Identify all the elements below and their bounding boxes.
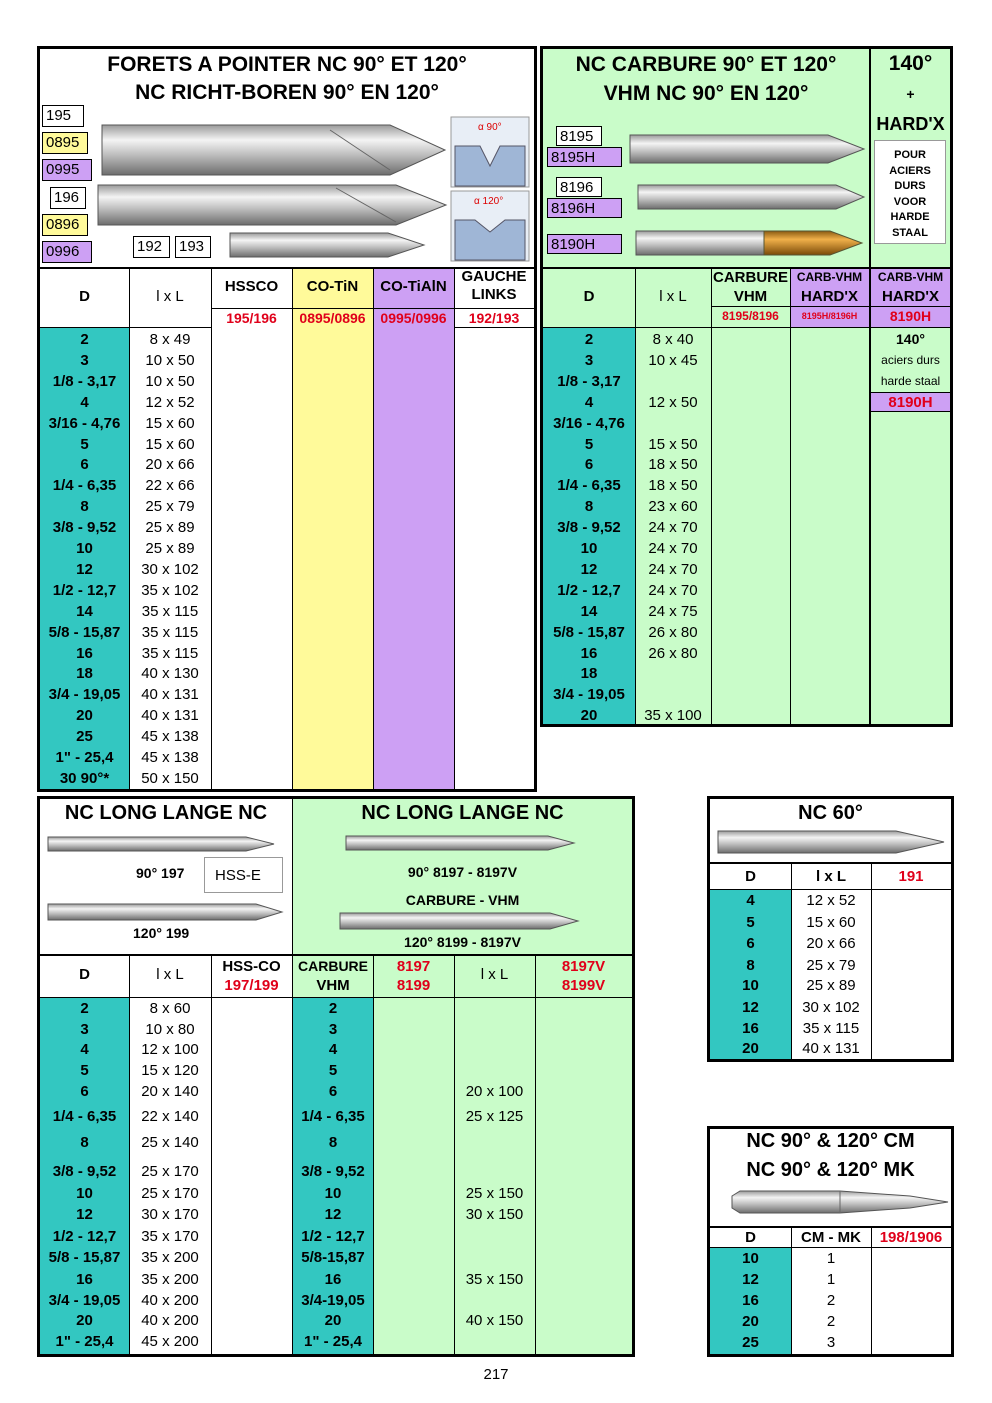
carbide-row-dimensions: 24 x 70 [648, 519, 698, 537]
long-sub-8199: 8199 [396, 977, 431, 994]
carbide-row-dimensions: 35 x 100 [644, 707, 702, 725]
hardx-side-line1: aciers durs [881, 353, 940, 367]
nc60-row-diameter: 4 [746, 892, 755, 909]
hss-row-diameter: 16 [76, 644, 93, 662]
code-8190h: 8190H [547, 234, 622, 254]
nc60-row-dimensions: 40 x 131 [802, 1040, 860, 1057]
long-row-dimensions: 40 x 200 [141, 1292, 199, 1309]
long-label-8197: 90° 8197 - 8197V [407, 864, 518, 880]
long-sub-8199v: 8199V [561, 977, 606, 994]
page-number: 217 [483, 1366, 509, 1383]
long-row-diameter: 3 [80, 1021, 89, 1038]
cm-row-taper: 3 [826, 1334, 836, 1351]
hss-title-nl: NC RICHT-BOREN 90° EN 120° [135, 81, 439, 104]
long-row-carbide-dimensions: 20 x 100 [465, 1083, 524, 1100]
long-row-dimensions: 20 x 140 [141, 1083, 199, 1100]
carbide-row-diameter: 1/4 - 6,35 [557, 477, 621, 495]
cm-drill-image [730, 1188, 952, 1218]
nc60-row-diameter: 16 [742, 1020, 759, 1037]
cm-title-fr: NC 90° & 120° CM [746, 1130, 915, 1152]
hss-row-dimensions: 40 x 131 [141, 686, 199, 704]
carbide-row-diameter: 1/2 - 12,7 [557, 581, 621, 599]
hardx-drill-image [634, 228, 866, 258]
carbide-row-dimensions: 24 x 75 [648, 602, 698, 620]
nc60-header-lxl: l x L [815, 868, 846, 885]
long-header-lxl2: l x L [480, 966, 509, 983]
hardx-desc-line: HARDE [890, 211, 930, 223]
long-row-carbide-diameter: 20 [324, 1312, 342, 1329]
spotting-drill-90-image [100, 120, 450, 180]
carbide-row-dimensions [635, 663, 711, 684]
hss-sub-0995-0996: 0995/0996 [380, 310, 447, 326]
code-195: 195 [42, 105, 84, 127]
long-hss-drill-90-image [46, 834, 278, 854]
carbide-row-diameter: 3/8 - 9,52 [557, 519, 621, 537]
hss-row-dimensions: 40 x 130 [141, 665, 199, 683]
hss-row-diameter: 30 90°* [59, 769, 110, 787]
long-sub-8197: 8197 [396, 958, 431, 975]
long-row-carbide-dimensions [454, 1290, 535, 1311]
carbide-header-carbure [711, 268, 790, 306]
hss-row-dimensions: 15 x 60 [145, 414, 195, 432]
long-row-carbide-diameter: 2 [328, 1000, 338, 1017]
hss-header-links-text: LINKS [471, 286, 517, 303]
cm-title-nl: NC 90° & 120° MK [746, 1159, 915, 1181]
cm-header-198-1906: 198/1906 [879, 1229, 943, 1246]
long-row-carbide-dimensions [454, 998, 535, 1019]
cm-row-diameter: 20 [742, 1313, 759, 1330]
hss-row-diameter: 1/4 - 6,35 [52, 477, 117, 495]
nc60-row-dimensions: 35 x 115 [802, 1020, 860, 1037]
hss-row-dimensions: 35 x 115 [141, 644, 199, 662]
cm-row-diameter: 12 [742, 1271, 759, 1288]
long-header-8197-8199 [373, 957, 454, 995]
carbide-header-hardx1-text: HARD'X [801, 288, 858, 305]
carbide-row-dimensions: 18 x 50 [648, 477, 698, 495]
carbide-row-dimensions [635, 684, 711, 705]
hardx-desc-line: ACIERS [889, 164, 931, 177]
long-row-carbide-diameter: 16 [324, 1271, 342, 1288]
nc60-row-dimensions: 12 x 52 [806, 892, 856, 909]
long-row-carbide-dimensions: 30 x 150 [465, 1206, 524, 1223]
code-0896: 0896 [42, 214, 88, 236]
long-row-dimensions: 30 x 170 [141, 1206, 199, 1223]
nc60-row-diameter: 8 [746, 957, 755, 974]
hss-sub-195-196: 195/196 [226, 310, 277, 326]
hss-row-dimensions: 8 x 49 [149, 331, 191, 348]
long-row-carbide-diameter: 6 [328, 1083, 338, 1100]
long-row-carbide-diameter: 5/8-15,87 [301, 1249, 365, 1266]
nc60-header-191: 191 [898, 868, 924, 885]
hss-header-cotialn: CO-TiAlN [380, 278, 447, 295]
long-row-carbide-dimensions: 35 x 150 [465, 1271, 524, 1288]
hss-row-diameter: 1" - 25,4 [55, 749, 114, 766]
long-header-hssco-text: HSS-CO [222, 958, 281, 975]
angle-120-label: α 120° [474, 196, 504, 207]
hss-row-diameter: 5/8 - 15,87 [48, 623, 121, 641]
carbide-row-dimensions: 24 x 70 [648, 540, 698, 557]
carbide-row-dimensions: 24 x 70 [648, 581, 698, 599]
hss-sub-192-193: 192/193 [468, 310, 520, 326]
carbide-header-lxl: l x L [659, 288, 687, 305]
carbide-row-dimensions: 8 x 40 [652, 331, 694, 348]
carbide-row-dimensions [635, 371, 711, 392]
hardx-side-angle: 140° [896, 331, 925, 347]
long-row-carbide-diameter: 1" - 25,4 [304, 1333, 362, 1350]
carbide-row-diameter: 3/4 - 19,05 [553, 686, 625, 704]
hss-row-dimensions: 35 x 102 [141, 581, 199, 599]
long-row-carbide-dimensions: 25 x 125 [465, 1108, 524, 1125]
code-192: 192 [133, 236, 170, 258]
cm-header-d: D [745, 1229, 756, 1246]
hss-row-dimensions: 20 x 66 [145, 456, 195, 474]
hss-row-diameter: 3 [80, 351, 89, 369]
carbide-sub-8190h: 8190H [889, 308, 932, 324]
nc60-row-dimensions: 25 x 79 [806, 957, 856, 974]
long-row-dimensions: 40 x 200 [141, 1312, 199, 1329]
carbide-row-dimensions: 10 x 45 [648, 351, 698, 369]
hss-row-dimensions: 25 x 89 [145, 540, 195, 557]
cm-row-taper: 2 [826, 1313, 836, 1330]
long-row-dimensions: 10 x 80 [145, 1021, 195, 1038]
hss-header-gauche-text: GAUCHE [461, 268, 527, 285]
carbide-row-dimensions: 12 x 50 [648, 393, 698, 411]
carbide-row-dimensions: 26 x 80 [648, 623, 698, 641]
carbide-header-hardx2-text: HARD'X [882, 288, 939, 305]
carbide-row-diameter: 16 [580, 644, 598, 662]
carbide-row-diameter: 12 [580, 560, 598, 578]
long-row-diameter: 5/8 - 15,87 [48, 1249, 121, 1266]
nc60-row-dimensions: 15 x 60 [806, 914, 856, 931]
hss-row-diameter: 3/16 - 4,76 [48, 414, 121, 432]
spotting-drill-120-image [96, 180, 452, 230]
long-row-carbide-diameter: 3/8 - 9,52 [301, 1163, 365, 1180]
nc60-drill-image [716, 828, 948, 856]
long-row-carbide-dimensions [454, 1132, 535, 1153]
carbide-title-fr: NC CARBURE 90° ET 120° [575, 53, 837, 76]
hss-row-dimensions: 50 x 150 [141, 769, 199, 787]
long-row-carbide-dimensions [454, 1019, 535, 1040]
code-8195: 8195 [556, 126, 602, 146]
angle-120-diagram [450, 190, 530, 262]
long-row-diameter: 1" - 25,4 [55, 1333, 114, 1350]
carbide-row-diameter: 2 [584, 331, 594, 348]
hss-row-dimensions: 22 x 66 [145, 477, 195, 495]
long-header-8197v-8199v [535, 957, 632, 995]
hardx-desc-line: VOOR [893, 195, 927, 208]
long-header-carbure [293, 957, 373, 995]
hss-title-fr: FORETS A POINTER NC 90° ET 120° [107, 53, 467, 76]
long-label-8199: 120° 8199 - 8197V [404, 934, 521, 950]
hardx-side-line2: harde staal [880, 374, 941, 388]
long-header-vhm-text: VHM [316, 977, 350, 994]
long-row-carbide-dimensions [454, 1226, 535, 1247]
hss-row-dimensions: 25 x 89 [145, 519, 195, 537]
carbide-sub-8195-8196: 8195/8196 [722, 309, 779, 323]
long-row-diameter: 10 [76, 1185, 93, 1202]
cm-row-diameter: 25 [742, 1334, 759, 1351]
hss-row-diameter: 1/2 - 12,7 [52, 581, 117, 599]
long-row-dimensions: 35 x 200 [141, 1249, 199, 1266]
long-row-dimensions: 25 x 140 [141, 1134, 199, 1151]
hss-row-dimensions: 35 x 115 [141, 602, 199, 620]
cm-row-taper: 1 [826, 1250, 836, 1267]
long-label-199: 120° 199 [133, 925, 190, 941]
code-8195h: 8195H [547, 147, 622, 167]
long-sub-197-199: 197/199 [224, 977, 279, 994]
carbide-header-carbvhm1-text: CARB-VHM [796, 270, 863, 284]
long-row-dimensions: 15 x 120 [141, 1062, 199, 1079]
left-hand-drill-image [228, 230, 428, 260]
long-carbide-drill-120-image [338, 910, 582, 932]
carbide-header-d: D [583, 288, 595, 305]
hss-row-dimensions: 30 x 102 [141, 560, 199, 578]
cotialn-column-fill [373, 269, 454, 789]
long-row-dimensions: 35 x 170 [141, 1228, 199, 1245]
angle-90-label: α 90° [478, 122, 502, 133]
hss-row-dimensions: 10 x 50 [145, 351, 195, 369]
long-row-carbide-diameter: 4 [328, 1041, 338, 1058]
nc60-row-diameter: 5 [746, 914, 755, 931]
hss-row-dimensions: 45 x 138 [141, 749, 199, 766]
nc60-header-d: D [745, 868, 756, 885]
hss-row-diameter: 5 [80, 435, 89, 453]
hss-row-dimensions: 10 x 50 [145, 372, 195, 390]
hss-row-dimensions: 35 x 115 [141, 623, 199, 641]
long-row-diameter: 20 [76, 1312, 93, 1329]
hss-row-diameter: 4 [80, 393, 89, 411]
long-row-diameter: 1/4 - 6,35 [52, 1108, 117, 1125]
carbide-drill-90-image [628, 132, 868, 166]
hardx-desc-line: DURS [894, 180, 926, 192]
code-8196: 8196 [556, 177, 602, 197]
nc60-row-diameter: 12 [742, 999, 759, 1016]
hss-row-diameter: 1/8 - 3,17 [52, 372, 117, 390]
hss-row-diameter: 3/8 - 9,52 [52, 519, 117, 537]
hardx-plus: + [906, 86, 915, 102]
carbide-row-diameter: 3/16 - 4,76 [553, 414, 625, 432]
long-row-carbide-dimensions [454, 1060, 535, 1081]
long-row-carbide-diameter: 5 [328, 1062, 338, 1079]
long-row-carbide-diameter: 3/4-19,05 [301, 1292, 365, 1309]
angle-90-diagram [450, 116, 530, 188]
long-carbure-vhm: CARBURE - VHM [405, 892, 520, 908]
long-row-carbide-dimensions: 25 x 150 [465, 1185, 524, 1202]
carbide-row-diameter: 20 [580, 707, 598, 725]
long-row-diameter: 5 [80, 1062, 89, 1079]
hss-row-dimensions: 40 x 131 [141, 707, 199, 725]
carbide-title-nl: VHM NC 90° EN 120° [603, 82, 809, 105]
cm-row-diameter: 16 [742, 1292, 759, 1309]
long-header-lxl: l x L [156, 966, 184, 983]
long-row-diameter: 6 [80, 1083, 89, 1100]
long-row-dimensions: 25 x 170 [141, 1185, 199, 1202]
nc60-row-diameter: 10 [742, 977, 759, 994]
long-row-diameter: 4 [80, 1041, 89, 1058]
long-row-diameter: 2 [80, 1000, 89, 1017]
cm-row-taper: 2 [826, 1292, 836, 1309]
hss-row-dimensions: 45 x 138 [141, 728, 199, 746]
code-8196h: 8196H [547, 198, 622, 218]
carbide-row-diameter: 6 [584, 456, 594, 474]
carbide-row-dimensions: 23 x 60 [648, 498, 698, 516]
carbide-header-carbvhm2-text: CARB-VHM [877, 270, 944, 284]
long-row-carbide-dimensions [454, 1331, 535, 1352]
nc60-row-diameter: 20 [742, 1040, 759, 1057]
hardx-desc-line: STAAL [892, 226, 928, 239]
carbide-row-diameter: 1/8 - 3,17 [557, 372, 621, 390]
carbide-row-dimensions: 26 x 80 [648, 644, 698, 662]
carbide-row-diameter: 5 [584, 435, 594, 453]
long-row-carbide-dimensions [454, 1247, 535, 1268]
carbide-row-diameter: 3 [584, 351, 594, 369]
nc60-row-diameter: 6 [746, 935, 755, 952]
hss-row-diameter: 20 [76, 707, 93, 725]
carbide-header-hardx2 [871, 268, 950, 306]
long-row-dimensions: 45 x 200 [141, 1333, 199, 1350]
long-row-dimensions: 12 x 100 [141, 1041, 199, 1058]
hss-row-dimensions: 12 x 52 [145, 393, 195, 411]
carbide-header-carbure-text: CARBURE [713, 269, 788, 286]
hss-header-hssco: HSSCO [224, 278, 279, 295]
hss-header-d: D [79, 288, 90, 305]
hss-row-diameter: 10 [76, 540, 93, 557]
carbide-header-hardx1 [790, 268, 869, 306]
hardx-side-code: 8190H [871, 392, 950, 412]
long-header-carbure-text: CARBURE [298, 958, 368, 974]
code-196: 196 [50, 187, 86, 209]
long-hss-drill-120-image [46, 901, 286, 923]
cm-header-cmmk: CM - MK [801, 1229, 861, 1246]
long-sub-8197v: 8197V [561, 958, 606, 975]
long-row-diameter: 3/8 - 9,52 [52, 1163, 117, 1180]
code-193: 193 [175, 236, 211, 258]
long-row-diameter: 1/2 - 12,7 [52, 1228, 117, 1245]
hss-row-diameter: 2 [80, 331, 89, 348]
carbide-row-diameter: 4 [584, 393, 594, 411]
carbide-row-dimensions: 18 x 50 [648, 456, 698, 474]
long-header-hssco [211, 957, 292, 995]
long-row-diameter: 3/4 - 19,05 [48, 1292, 121, 1309]
carbide-drill-120-image [636, 182, 868, 212]
carbide-row-dimensions: 15 x 50 [648, 435, 698, 453]
cm-row-diameter: 10 [742, 1250, 759, 1267]
hss-row-diameter: 14 [76, 602, 93, 620]
code-0895: 0895 [42, 132, 88, 154]
long-row-diameter: 16 [76, 1271, 93, 1288]
hardx-angle-title: 140° [888, 52, 933, 75]
long-row-diameter: 12 [76, 1206, 93, 1223]
hss-row-diameter: 3/4 - 19,05 [48, 686, 121, 704]
hss-header-gauche [454, 268, 534, 304]
carbide-row-diameter: 8 [584, 498, 594, 516]
long-row-carbide-dimensions [454, 1161, 535, 1182]
long-row-carbide-diameter: 3 [328, 1021, 338, 1038]
hss-header-cotin: CO-TiN [306, 278, 359, 295]
hsse-badge: HSS-E [204, 857, 283, 893]
nc60-row-dimensions: 30 x 102 [802, 999, 860, 1016]
nc60-title: NC 60° [798, 802, 863, 824]
code-0996: 0996 [42, 241, 92, 263]
long-row-carbide-dimensions [454, 1039, 535, 1060]
long-header-d: D [79, 966, 90, 983]
long-carbide-drill-90-image [344, 833, 578, 853]
cotin-column-fill [292, 269, 373, 789]
nc60-row-dimensions: 20 x 66 [806, 935, 856, 952]
long-row-dimensions: 35 x 200 [141, 1271, 199, 1288]
long-row-carbide-diameter: 12 [324, 1206, 342, 1223]
hss-row-dimensions: 15 x 60 [145, 435, 195, 453]
nc60-row-dimensions: 25 x 89 [806, 977, 856, 994]
long-row-carbide-diameter: 10 [324, 1185, 342, 1202]
long-carbide-title: NC LONG LANGE NC [361, 802, 564, 824]
long-row-carbide-diameter: 1/2 - 12,7 [301, 1228, 365, 1245]
hss-row-diameter: 6 [80, 456, 89, 474]
hss-row-diameter: 18 [76, 665, 93, 683]
hss-row-diameter: 25 [76, 728, 93, 746]
long-row-carbide-diameter: 1/4 - 6,35 [301, 1108, 365, 1125]
long-row-dimensions: 25 x 170 [141, 1163, 199, 1180]
long-row-carbide-dimensions: 40 x 150 [465, 1312, 524, 1329]
hss-sub-0895-0896: 0895/0896 [299, 310, 366, 326]
hss-row-diameter: 8 [80, 498, 89, 516]
long-row-dimensions: 8 x 60 [149, 1000, 191, 1017]
carbide-sub-8195h-8196h: 8195H/8196H [801, 311, 858, 321]
long-row-carbide-diameter: 8 [328, 1134, 338, 1151]
carbide-row-diameter: 18 [580, 665, 598, 683]
long-label-197: 90° 197 [136, 865, 185, 881]
carbide-row-diameter: 10 [580, 540, 598, 557]
cm-row-taper: 1 [826, 1271, 836, 1288]
hss-row-dimensions: 25 x 79 [145, 498, 195, 516]
code-0995: 0995 [42, 159, 92, 181]
hss-row-diameter: 12 [76, 560, 93, 578]
long-row-dimensions: 22 x 140 [141, 1108, 199, 1125]
hss-header-lxl: l x L [156, 288, 184, 305]
carbide-row-diameter: 5/8 - 15,87 [553, 623, 625, 641]
carbide-row-dimensions [635, 413, 711, 434]
hardx-description-box [874, 140, 946, 244]
hardx-desc-line: POUR [894, 149, 926, 161]
carbide-header-vhm-text: VHM [733, 288, 768, 305]
long-row-diameter: 8 [80, 1134, 89, 1151]
carbide-row-diameter: 14 [580, 602, 598, 620]
hardx-title: HARD'X [876, 114, 945, 134]
carbide-row-dimensions: 24 x 70 [648, 560, 698, 578]
long-hss-title: NC LONG LANGE NC [64, 802, 268, 824]
